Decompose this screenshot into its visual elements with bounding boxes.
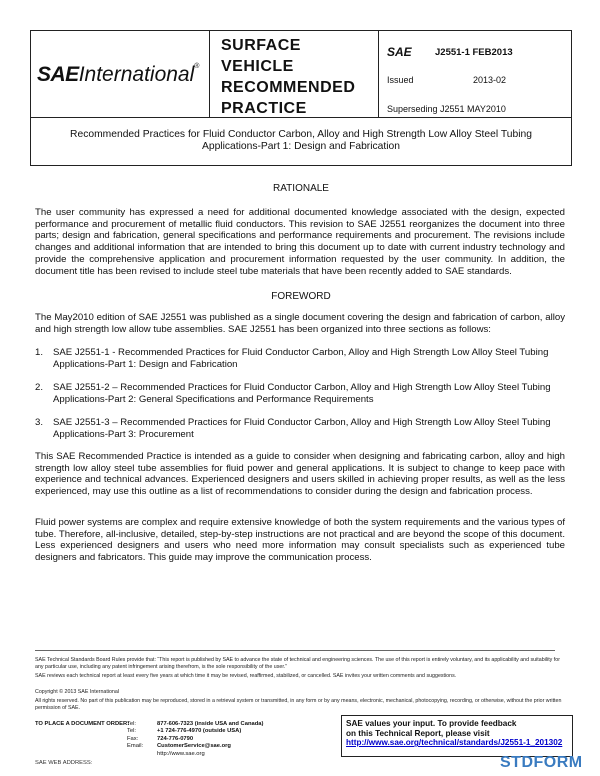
feedback-link[interactable]: http://www.sae.org/technical/standards/J2551-1_201302 [346,738,563,748]
document-header [30,30,572,118]
logo-international: International [78,63,195,86]
doc-type-line: PRACTICE [221,100,307,117]
footer-divider [35,650,555,651]
sae-mini-logo: SAE [387,45,412,59]
sae-international-logo [37,63,199,87]
sae-web-address-label: SAE WEB ADDRESS: [35,760,93,766]
document-title [30,118,572,166]
logo-sae: SAE [37,63,79,86]
rights-reserved-notice: All rights reserved. No part of this publication may be reproduced, stored in a retrieval system or transmitted, in any form or by any means, electronic, mechanical, photocopying, recording, or otherwise, without the prior written permission of SAE. [35,698,562,711]
contact-row: Tel: +1 724-776-4970 (outside USA) [127,728,242,735]
list-line: SAE J2551-1 - Recommended Practices for Fluid Conductor Carbon, Alloy and High Strength Low Alloy Steel Tubing [53,347,549,358]
contact-row: Email: CustomerService@sae.org [127,743,231,750]
contact-row: Fax: 724-776-0790 [127,735,194,742]
foreword-paragraph-complexity: Fluid power systems are complex and require extensive knowledge of both the system requirements and the various types of tube. Therefore, all-inclusive, detailed, step-by-step instructions are not practical and are beyond the scope of this document. Less experienced designers and users who need more information may consult specialists such as experienced tube designers and fabricators. This guide may improve the communication process. [35,517,565,564]
list-number: 2. [35,382,44,393]
list-number: 1. [35,347,44,358]
list-line: Applications-Part 2: General Specifications and Performance Requirements [53,393,374,405]
title-line: Recommended Practices for Fluid Conductor Carbon, Alloy and High Strength Low Alloy Steel Tubing [70,129,532,140]
doc-type-line: RECOMMENDED [221,79,356,96]
list-line: SAE J2551-2 – Recommended Practices for Fluid Conductor Carbon, Alloy and High Strength Low Alloy Steel Tubing [53,382,551,393]
stdform-watermark: STDFORM [500,754,583,771]
review-notice: SAE reviews each technical report at least every five years at which time it may be revised, reaffirmed, stabilized, or cancelled. SAE invites your written comments and suggestions. [35,673,457,679]
feedback-line: on this Technical Report, please visit [346,728,490,738]
foreword-heading: FOREWORD [271,291,331,302]
list-line: Applications-Part 1: Design and Fabrication [53,358,238,370]
superseding-text: Superseding J2551 MAY2010 [387,104,506,114]
copyright-notice: Copyright © 2013 SAE International [35,689,119,695]
doc-type-line: SURFACE [221,37,301,54]
doc-type-line: VEHICLE [221,58,294,75]
list-line: Applications-Part 3: Procurement [53,428,194,440]
document-number: J2551-1 FEB2013 [435,47,513,58]
rationale-heading: RATIONALE [273,183,329,194]
list-number: 3. [35,417,44,428]
contact-row[interactable]: http://www.sae.org [157,750,205,757]
issued-row [387,75,567,85]
superseding-row [387,104,567,114]
issued-label: Issued [387,75,414,85]
header-divider [209,31,210,117]
rationale-paragraph: The user community has expressed a need for additional documented knowledge associated with the design, expected performance and procurement of metallic fluid conductors. This revision to SAE J2551 reorganizes the document into three parts; design and fabrication, general specifications and performance requirements and procurement. The revisions include changes and additional information that are intended to bring this document up to date with current industry technology and provide the comprehensive application and procurement information requested by the user community. In addition, the document title has been revised to include steel tube materials that have been recently added to SAE standards. [35,207,565,277]
header-divider [378,31,379,117]
doc-number-row [387,45,567,59]
board-rules-notice: SAE Technical Standards Board Rules provide that: “This report is published by SAE to advance the state of technical and engineering sciences. The use of this report is entirely voluntary, and its applicability and suitability for any particular use, including any patent infringement arising therefrom, is the sole responsibility of the user.” [35,657,560,670]
logo-registered-mark: ® [194,63,200,70]
title-line: Applications-Part 1: Design and Fabrication [201,141,401,152]
order-contacts [127,721,263,758]
list-line: SAE J2551-3 – Recommended Practices for Fluid Conductor Carbon, Alloy and High Strength Low Alloy Steel Tubing [53,417,551,428]
contact-row: Tel: 877-606-7323 (inside USA and Canada) [127,721,264,727]
document-type [221,35,371,119]
foreword-paragraph-scope: This SAE Recommended Practice is intended as a guide to consider when designing and fabricating carbon, alloy and high strength low alloy steel tube assemblies for fluid power and general applications. It is subject to change to keep pace with experience and technical advances. Experienced designers and users skilled in achieving proper results, as well as the less experienced, may use this outline as a list of recommendations to consider during the design and fabrication process. [35,451,565,498]
order-label: TO PLACE A DOCUMENT ORDER: [35,721,130,727]
feedback-line: SAE values your input. To provide feedback [346,719,517,728]
foreword-intro: The May2010 edition of SAE J2551 was published as a single document covering the design and fabrication of carbon, alloy and high strength low allow tube assemblies. SAE J2551 has been organized into three sections as follows: [35,312,565,335]
issued-date: 2013-02 [473,75,507,85]
feedback-box [341,715,573,757]
